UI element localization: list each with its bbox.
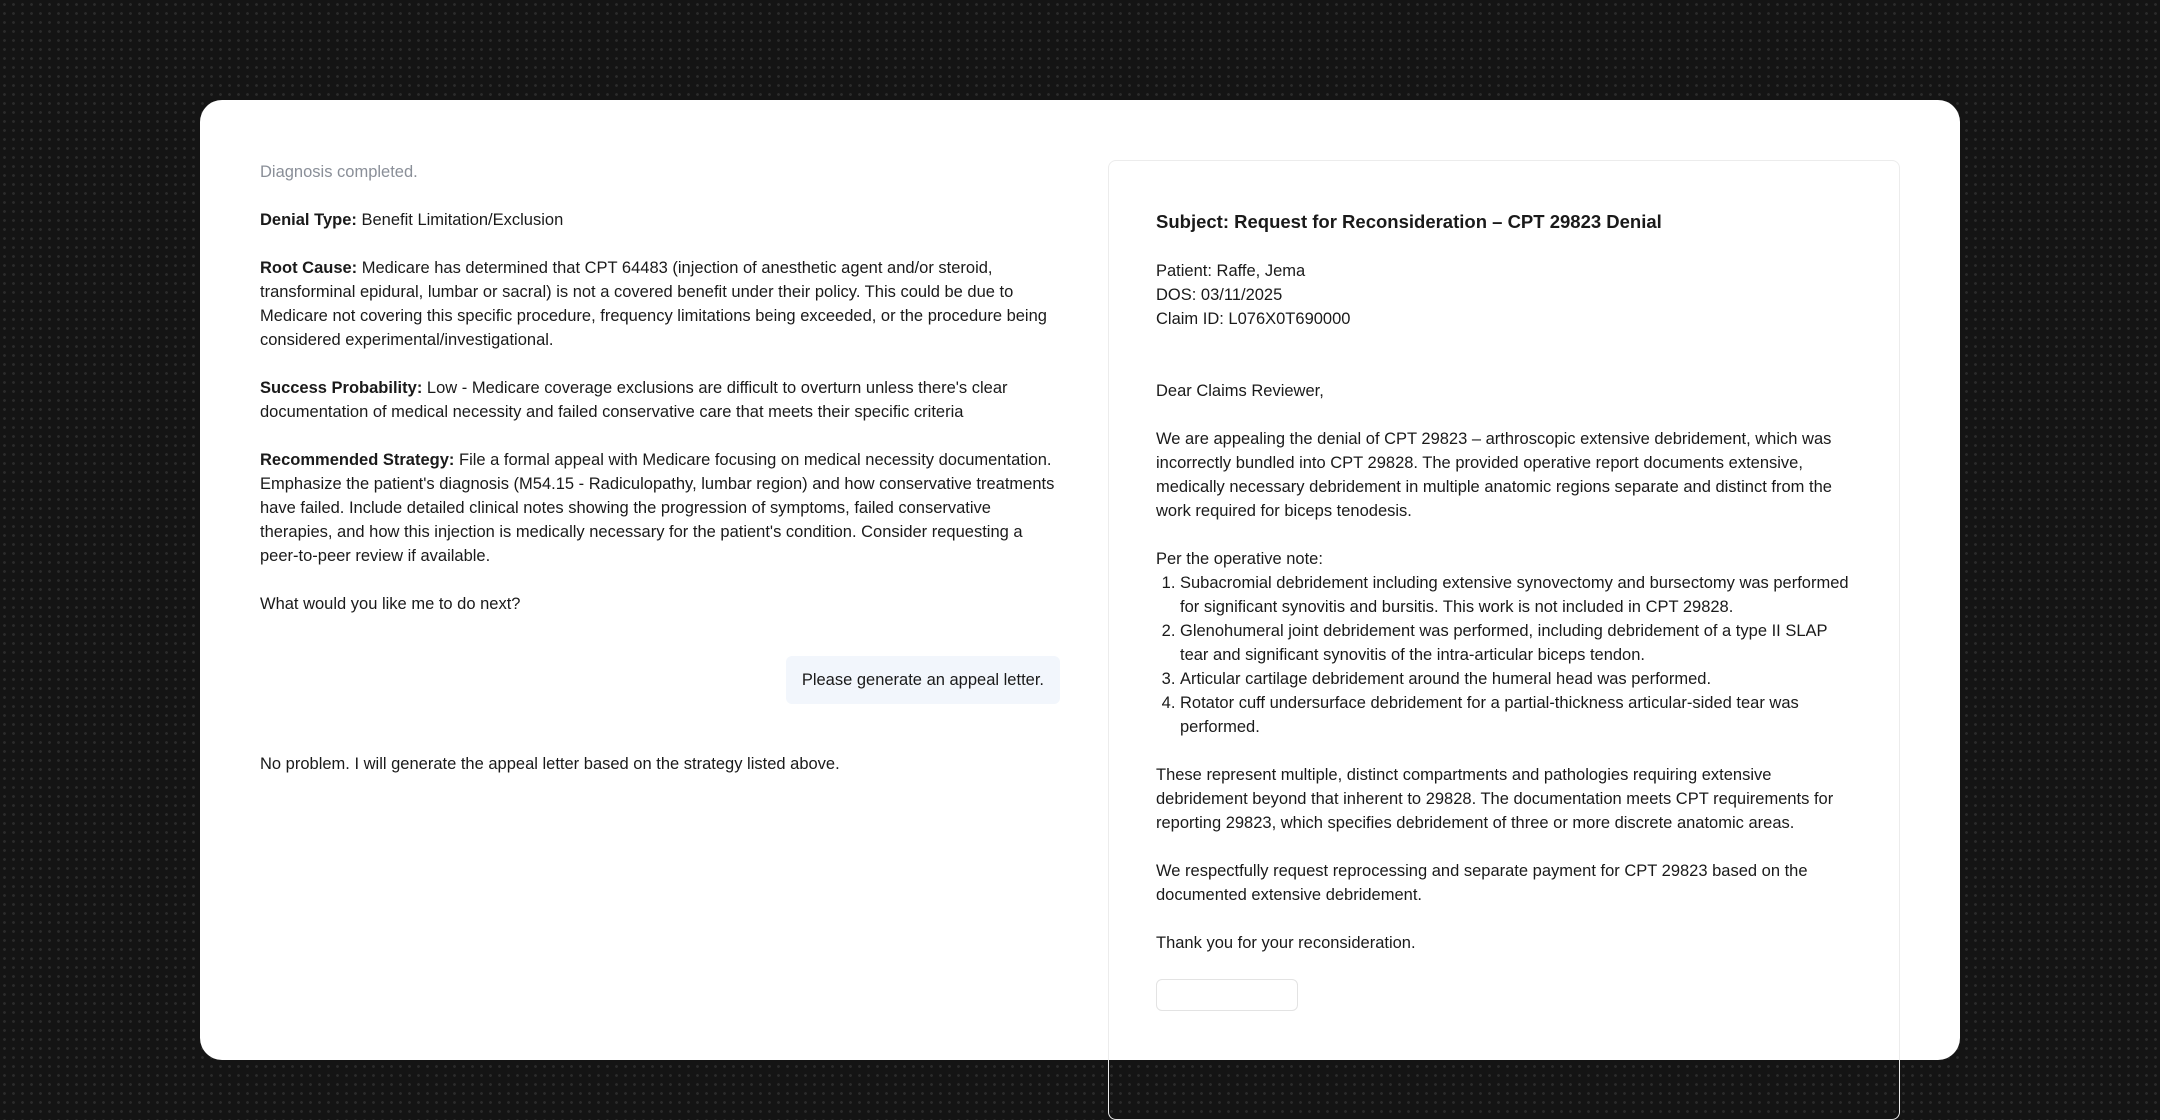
appeal-letter-panel [1108,160,1900,1120]
chat-panel [260,160,1060,800]
root-cause-label: Root Cause: [260,259,358,277]
success-probability-value: Low - Medicare coverage exclusions are difficult to overturn unless there's clear documentation of medical necessity and failed conservative care that meets their specific criteria [260,379,1008,421]
recommended-strategy-label: Recommended Strategy: [260,451,455,469]
denial-type-label: Denial Type: [260,211,357,229]
main-card [200,100,1960,1060]
list-item: 2. Glenohumeral joint debridement was performed, including debridement of a type II SLAP tear and significant synovitis of the intra-articular biceps tendon. [1180,619,1852,667]
letter-patient: Patient: Raffe, Jema [1156,262,1306,280]
assistant-question: What would you like me to do next? [260,595,521,613]
letter-action-button[interactable] [1156,979,1298,1011]
letter-list-intro: Per the operative note: [1156,550,1323,568]
list-item: 1. Subacromial debridement including extensive synovectomy and bursectomy was performed for significant synovitis and bursitis. This work is not included in CPT 29828. [1180,571,1852,619]
root-cause-value: Medicare has determined that CPT 64483 (injection of anesthetic agent and/or steroid, transforminal epidural, lumbar or sacral) is not a covered benefit under their policy. This could be due to Medicare not covering this specific procedure, frequency limitations being exceeded, or the procedure being considered experimental/investigational. [260,259,1047,349]
letter-dos: DOS: 03/11/2025 [1156,286,1283,304]
letter-paragraph-3: We respectfully request reprocessing and separate payment for CPT 29823 based on the documented extensive debridement. [1156,862,1808,904]
letter-subject: Subject: Request for Reconsideration – CPT 29823 Denial [1156,211,1662,232]
letter-paragraph-1: We are appealing the denial of CPT 29823 – arthroscopic extensive debridement, which was incorrectly bundled into CPT 29828. The provided operative report documents extensive, medically necessary debridement in multiple anatomic regions separate and distinct from the work required for biceps tenodesis. [1156,430,1832,520]
list-item: 4. Rotator cuff undersurface debridement for a partial-thickness articular-sided tear was performed. [1180,691,1852,739]
recommended-strategy-value: File a formal appeal with Medicare focusing on medical necessity documentation. Emphasize the patient's diagnosis (M54.15 - Radiculopathy, lumbar region) and how conservative treatments have failed. Include detailed clinical notes showing the progression of symptoms, failed conservative therapies, and how this injection is medically necessary for the patient's condition. Consider requesting a peer-to-peer review if available. [260,451,1055,565]
letter-claim-id: Claim ID: L076X0T690000 [1156,310,1351,328]
success-probability-section [260,376,1060,424]
user-message-row [260,656,1060,704]
root-cause-section [260,256,1060,352]
letter-meta [1156,259,1852,331]
assistant-reply: No problem. I will generate the appeal letter based on the strategy listed above. [260,755,840,773]
user-message-bubble: Please generate an appeal letter. [786,656,1060,704]
denial-type-value: Benefit Limitation/Exclusion [361,211,564,229]
success-probability-label: Success Probability: [260,379,423,397]
denial-type-section [260,208,1060,232]
letter-paragraph-2: These represent multiple, distinct compartments and pathologies requiring extensive debridement beyond that inherent to 29828. The documentation meets CPT requirements for reporting 29823, which specifies debridement of three or more discrete anatomic areas. [1156,766,1834,832]
list-item: 3. Articular cartilage debridement around the humeral head was performed. [1180,667,1852,691]
status-text: Diagnosis completed. [260,163,418,181]
letter-list [1156,571,1852,739]
letter-closing: Thank you for your reconsideration. [1156,934,1416,952]
letter-salutation: Dear Claims Reviewer, [1156,382,1324,400]
recommended-strategy-section [260,448,1060,568]
